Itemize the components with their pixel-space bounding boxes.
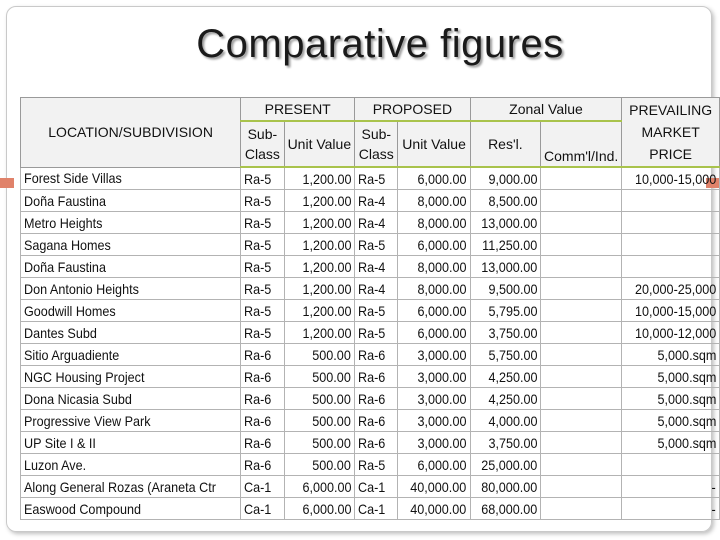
table-row [21, 454, 720, 476]
location-name-cell-text: Sitio Arguadiente [24, 346, 120, 363]
proposed-subclass-cell-text: Ra-6 [358, 434, 386, 451]
proposed-subclass-cell [355, 344, 398, 366]
residential-zonal-value-cell-text: 68,000.00 [480, 500, 538, 517]
residential-zonal-value-cell-text: 13,000.00 [480, 258, 538, 275]
market-price-cell [622, 454, 720, 476]
location-name-cell [21, 410, 241, 432]
residential-zonal-value-cell-text: 9,000.00 [487, 170, 538, 187]
present-unit-value-cell-text: 1,200.00 [302, 236, 352, 253]
present-subclass-cell [241, 300, 284, 322]
present-unit-value-cell [284, 388, 355, 410]
proposed-subclass-header: Sub-Class [355, 121, 398, 167]
present-unit-value-cell-text: 1,200.00 [302, 324, 352, 341]
table-row [21, 300, 720, 322]
location-name-cell-text: Luzon Ave. [24, 456, 87, 473]
proposed-unit-value-header: Unit Value [398, 121, 470, 167]
present-subclass-cell-text: Ra-5 [244, 302, 272, 319]
market-price-cell-text: 5,000.sqm [657, 368, 716, 385]
present-subclass-cell-text: Ra-6 [244, 434, 272, 451]
proposed-unit-value-cell-text: 40,000.00 [410, 500, 467, 517]
residential-zonal-value-cell [470, 344, 540, 366]
residential-zonal-value-cell-text: 5,750.00 [487, 346, 538, 363]
proposed-subclass-cell-text: Ra-4 [358, 258, 386, 275]
present-unit-value-cell-text: 1,200.00 [302, 280, 352, 297]
market-price-cell [622, 366, 720, 388]
residential-zonal-value-cell-text: 9,500.00 [487, 280, 538, 297]
proposed-unit-value-cell-text: 40,000.00 [410, 478, 467, 495]
proposed-header: PROPOSED [355, 98, 471, 122]
residential-zonal-value-cell [470, 190, 540, 212]
location-name-cell-text: Sagana Homes [24, 236, 111, 253]
present-subclass-cell [241, 234, 284, 256]
proposed-unit-value-cell [398, 476, 470, 498]
residential-zonal-value-cell [470, 366, 540, 388]
proposed-subclass-cell [355, 212, 398, 234]
present-subclass-cell-text: Ra-6 [244, 346, 272, 363]
table-row [21, 388, 720, 410]
location-name-cell-text: Progressive View Park [24, 412, 151, 429]
residential-zonal-value-cell-text: 80,000.00 [480, 478, 538, 495]
residential-zonal-value-cell [470, 300, 540, 322]
present-subclass-cell-text: Ra-5 [244, 280, 272, 297]
commercial-zonal-value-cell [541, 300, 622, 322]
proposed-subclass-cell-text: Ca-1 [358, 478, 386, 495]
present-subclass-cell [241, 388, 284, 410]
present-unit-value-cell-text: 1,200.00 [302, 258, 352, 275]
present-unit-value-cell [284, 476, 355, 498]
residential-zonal-value-cell [470, 498, 540, 520]
present-unit-value-cell [284, 454, 355, 476]
present-subclass-cell-text: Ra-6 [244, 368, 272, 385]
proposed-unit-value-cell-text: 3,000.00 [417, 346, 467, 363]
market-price-cell [622, 322, 720, 344]
proposed-subclass-cell-text: Ra-5 [358, 324, 386, 341]
proposed-subclass-cell-text: Ra-5 [358, 456, 386, 473]
proposed-unit-value-cell-text: 8,000.00 [417, 192, 467, 209]
present-subclass-cell-text: Ra-6 [244, 390, 272, 407]
proposed-subclass-cell [355, 256, 398, 278]
comparative-table-wrapper [20, 97, 720, 520]
proposed-subclass-cell-text: Ca-1 [358, 500, 386, 517]
present-subclass-cell [241, 410, 284, 432]
commercial-zonal-value-cell [541, 234, 622, 256]
commercial-zonal-value-cell [541, 410, 622, 432]
present-subclass-cell-text: Ca-1 [244, 478, 272, 495]
proposed-subclass-cell-text: Ra-6 [358, 346, 386, 363]
present-subclass-cell [241, 366, 284, 388]
proposed-unit-value-cell [398, 498, 470, 520]
present-subclass-cell-text: Ra-5 [244, 236, 272, 253]
comparative-figures-table [20, 97, 720, 520]
proposed-unit-value-cell [398, 278, 470, 300]
residential-zonal-value-cell [470, 234, 540, 256]
proposed-unit-value-cell [398, 256, 470, 278]
market-price-cell-text: 5,000.sqm [657, 390, 716, 407]
proposed-unit-value-cell-text: 3,000.00 [417, 368, 467, 385]
present-subclass-cell [241, 190, 284, 212]
proposed-subclass-cell-text: Ra-5 [358, 170, 386, 187]
present-unit-value-cell [284, 278, 355, 300]
residential-zonal-value-cell [470, 454, 540, 476]
present-subclass-cell [241, 167, 284, 190]
residential-zonal-value-cell [470, 322, 540, 344]
proposed-unit-value-cell-text: 6,000.00 [417, 236, 467, 253]
table-row [21, 190, 720, 212]
location-name-cell [21, 256, 241, 278]
present-unit-value-cell-text: 500.00 [312, 412, 352, 429]
market-price-cell-text: - [711, 478, 716, 495]
location-name-cell-text: Doña Faustina [24, 192, 106, 209]
table-row [21, 278, 720, 300]
location-name-cell [21, 190, 241, 212]
present-unit-value-cell-text: 6,000.00 [302, 478, 352, 495]
present-unit-value-cell-text: 1,200.00 [302, 170, 352, 187]
present-unit-value-cell [284, 190, 355, 212]
commercial-zonal-value-cell [541, 366, 622, 388]
residential-zonal-value-cell-text: 13,000.00 [480, 214, 538, 231]
location-name-cell [21, 432, 241, 454]
commercial-zonal-value-cell [541, 322, 622, 344]
commercial-zonal-value-cell [541, 256, 622, 278]
prevailing-market-price-header: PREVAILING MARKET PRICE [622, 98, 720, 168]
proposed-subclass-cell [355, 322, 398, 344]
present-unit-value-cell [284, 322, 355, 344]
proposed-unit-value-cell [398, 212, 470, 234]
proposed-subclass-cell-text: Ra-6 [358, 412, 386, 429]
location-name-cell [21, 476, 241, 498]
table-row [21, 410, 720, 432]
present-subclass-cell [241, 212, 284, 234]
location-name-cell [21, 300, 241, 322]
proposed-unit-value-cell-text: 8,000.00 [417, 258, 467, 275]
location-name-cell [21, 366, 241, 388]
proposed-unit-value-cell [398, 190, 470, 212]
present-unit-value-cell [284, 344, 355, 366]
proposed-subclass-cell [355, 190, 398, 212]
residential-zonal-value-cell-text: 4,250.00 [487, 368, 538, 385]
residential-zonal-value-cell-text: 11,250.00 [481, 236, 538, 253]
location-name-cell-text: Metro Heights [24, 214, 103, 231]
market-price-cell [622, 167, 720, 190]
market-price-cell-text: 10,000-15,000 [634, 170, 716, 187]
residential-zonal-value-cell-text: 3,750.00 [487, 324, 538, 341]
location-name-cell-text: Along General Rozas (Araneta Ctr [24, 478, 216, 495]
market-price-cell [622, 278, 720, 300]
market-price-cell-text: 20,000-25,000 [634, 280, 716, 297]
residential-zonal-value-cell-text: 4,000.00 [487, 412, 538, 429]
commercial-industrial-header: Comm'l/Ind. [541, 121, 622, 167]
market-price-cell-text: - [711, 500, 716, 517]
present-subclass-cell [241, 344, 284, 366]
market-price-cell-text: 10,000-15,000 [634, 302, 716, 319]
location-name-cell [21, 234, 241, 256]
proposed-subclass-cell-text: Ra-6 [358, 368, 386, 385]
proposed-unit-value-cell-text: 3,000.00 [417, 434, 467, 451]
present-unit-value-cell-text: 500.00 [312, 456, 352, 473]
market-price-cell [622, 300, 720, 322]
proposed-subclass-cell [355, 410, 398, 432]
proposed-unit-value-cell-text: 6,000.00 [417, 170, 467, 187]
market-price-cell [622, 344, 720, 366]
location-name-cell [21, 322, 241, 344]
commercial-zonal-value-cell [541, 167, 622, 190]
present-subclass-cell-text: Ra-5 [244, 324, 272, 341]
commercial-zonal-value-cell [541, 476, 622, 498]
present-header: PRESENT [241, 98, 355, 122]
proposed-subclass-cell [355, 476, 398, 498]
present-unit-value-cell [284, 432, 355, 454]
proposed-subclass-cell-text: Ra-5 [358, 236, 386, 253]
table-row [21, 498, 720, 520]
residential-header: Res'l. [470, 121, 540, 167]
residential-zonal-value-cell-text: 5,795.00 [487, 302, 538, 319]
location-name-cell [21, 498, 241, 520]
market-price-cell-text: 10,000-12,000 [634, 324, 716, 341]
present-unit-value-cell [284, 212, 355, 234]
location-name-cell-text: Dona Nicasia Subd [24, 390, 132, 407]
table-row [21, 432, 720, 454]
present-unit-value-cell [284, 167, 355, 190]
market-price-cell [622, 410, 720, 432]
market-price-cell-text: 5,000.sqm [657, 434, 716, 451]
table-header [21, 98, 720, 168]
location-name-cell [21, 278, 241, 300]
commercial-zonal-value-cell [541, 344, 622, 366]
present-subclass-header: Sub-Class [241, 121, 284, 167]
proposed-subclass-cell-text: Ra-4 [358, 214, 386, 231]
location-name-cell [21, 167, 241, 190]
present-subclass-cell-text: Ra-5 [244, 258, 272, 275]
present-subclass-cell-text: Ra-6 [244, 412, 272, 429]
present-subclass-cell [241, 432, 284, 454]
present-unit-value-cell-text: 1,200.00 [302, 214, 352, 231]
location-name-cell-text: Forest Side Villas [24, 170, 122, 187]
table-row [21, 476, 720, 498]
present-unit-value-cell [284, 498, 355, 520]
left-accent-marker [0, 178, 14, 188]
present-subclass-cell [241, 322, 284, 344]
table-body [21, 167, 720, 520]
location-name-cell [21, 212, 241, 234]
present-unit-value-cell-text: 500.00 [312, 434, 352, 451]
proposed-subclass-cell [355, 167, 398, 190]
present-subclass-cell-text: Ra-5 [244, 170, 272, 187]
proposed-subclass-cell [355, 498, 398, 520]
present-unit-value-header: Unit Value [284, 121, 355, 167]
proposed-subclass-cell-text: Ra-6 [358, 390, 386, 407]
proposed-subclass-cell [355, 278, 398, 300]
location-name-cell-text: Dantes Subd [24, 324, 97, 341]
present-subclass-cell [241, 476, 284, 498]
proposed-unit-value-cell [398, 366, 470, 388]
present-unit-value-cell-text: 1,200.00 [302, 192, 352, 209]
proposed-subclass-cell-text: Ra-4 [358, 280, 386, 297]
commercial-zonal-value-cell [541, 388, 622, 410]
present-subclass-cell-text: Ra-6 [244, 456, 272, 473]
present-unit-value-cell-text: 500.00 [312, 346, 352, 363]
proposed-unit-value-cell-text: 6,000.00 [417, 324, 467, 341]
present-subclass-cell [241, 278, 284, 300]
proposed-unit-value-cell [398, 322, 470, 344]
residential-zonal-value-cell [470, 388, 540, 410]
market-price-cell [622, 234, 720, 256]
proposed-unit-value-cell-text: 8,000.00 [417, 280, 467, 297]
residential-zonal-value-cell [470, 410, 540, 432]
proposed-unit-value-cell-text: 8,000.00 [417, 214, 467, 231]
residential-zonal-value-cell [470, 167, 540, 190]
present-unit-value-cell-text: 500.00 [312, 390, 352, 407]
slide-title: Comparative figures [196, 22, 564, 66]
commercial-zonal-value-cell [541, 454, 622, 476]
proposed-subclass-cell [355, 234, 398, 256]
market-price-cell [622, 212, 720, 234]
present-unit-value-cell-text: 500.00 [312, 368, 352, 385]
table-row [21, 322, 720, 344]
location-name-cell-text: UP Site I & II [24, 434, 96, 451]
location-name-cell-text: NGC Housing Project [24, 368, 145, 385]
zonal-value-header: Zonal Value [470, 98, 622, 122]
present-unit-value-cell [284, 366, 355, 388]
table-row [21, 212, 720, 234]
proposed-unit-value-cell [398, 410, 470, 432]
proposed-unit-value-cell [398, 454, 470, 476]
proposed-unit-value-cell-text: 6,000.00 [417, 302, 467, 319]
market-price-cell [622, 190, 720, 212]
present-subclass-cell [241, 454, 284, 476]
proposed-subclass-cell [355, 454, 398, 476]
proposed-unit-value-cell-text: 3,000.00 [417, 412, 467, 429]
market-price-cell [622, 476, 720, 498]
residential-zonal-value-cell-text: 4,250.00 [487, 390, 538, 407]
proposed-unit-value-cell-text: 6,000.00 [417, 456, 467, 473]
residential-zonal-value-cell-text: 3,750.00 [487, 434, 538, 451]
location-name-cell-text: Easwood Compound [24, 500, 141, 517]
residential-zonal-value-cell-text: 25,000.00 [480, 456, 538, 473]
proposed-unit-value-cell [398, 432, 470, 454]
commercial-zonal-value-cell [541, 432, 622, 454]
proposed-subclass-cell [355, 388, 398, 410]
commercial-zonal-value-cell [541, 212, 622, 234]
proposed-unit-value-cell [398, 344, 470, 366]
location-name-cell [21, 344, 241, 366]
commercial-zonal-value-cell [541, 190, 622, 212]
market-price-cell [622, 388, 720, 410]
proposed-subclass-cell-text: Ra-5 [358, 302, 386, 319]
commercial-zonal-value-cell [541, 278, 622, 300]
market-price-cell-text: 5,000.sqm [657, 346, 716, 363]
residential-zonal-value-cell [470, 432, 540, 454]
proposed-unit-value-cell [398, 167, 470, 190]
location-name-cell-text: Don Antonio Heights [24, 280, 139, 297]
present-subclass-cell [241, 498, 284, 520]
residential-zonal-value-cell [470, 476, 540, 498]
market-price-cell [622, 432, 720, 454]
present-subclass-cell-text: Ca-1 [244, 500, 272, 517]
table-row [21, 366, 720, 388]
location-name-cell-text: Goodwill Homes [24, 302, 116, 319]
present-subclass-cell-text: Ra-5 [244, 192, 272, 209]
location-name-cell-text: Doña Faustina [24, 258, 106, 275]
residential-zonal-value-cell-text: 8,500.00 [487, 192, 538, 209]
market-price-cell-text: 5,000.sqm [657, 412, 716, 429]
proposed-subclass-cell [355, 432, 398, 454]
residential-zonal-value-cell [470, 278, 540, 300]
proposed-unit-value-cell-text: 3,000.00 [417, 390, 467, 407]
table-row [21, 167, 720, 190]
location-name-cell [21, 388, 241, 410]
location-header: LOCATION/SUBDIVISION [21, 98, 241, 168]
present-unit-value-cell-text: 6,000.00 [302, 500, 352, 517]
present-unit-value-cell [284, 410, 355, 432]
proposed-subclass-cell [355, 366, 398, 388]
residential-zonal-value-cell [470, 256, 540, 278]
present-unit-value-cell [284, 256, 355, 278]
present-unit-value-cell [284, 234, 355, 256]
market-price-cell [622, 256, 720, 278]
present-unit-value-cell [284, 300, 355, 322]
residential-zonal-value-cell [470, 212, 540, 234]
commercial-zonal-value-cell [541, 498, 622, 520]
present-subclass-cell-text: Ra-5 [244, 214, 272, 231]
proposed-subclass-cell [355, 300, 398, 322]
proposed-unit-value-cell [398, 300, 470, 322]
table-row [21, 256, 720, 278]
present-subclass-cell [241, 256, 284, 278]
present-unit-value-cell-text: 1,200.00 [302, 302, 352, 319]
proposed-unit-value-cell [398, 388, 470, 410]
table-row [21, 234, 720, 256]
location-name-cell [21, 454, 241, 476]
market-price-cell [622, 498, 720, 520]
proposed-subclass-cell-text: Ra-4 [358, 192, 386, 209]
table-row [21, 344, 720, 366]
proposed-unit-value-cell [398, 234, 470, 256]
